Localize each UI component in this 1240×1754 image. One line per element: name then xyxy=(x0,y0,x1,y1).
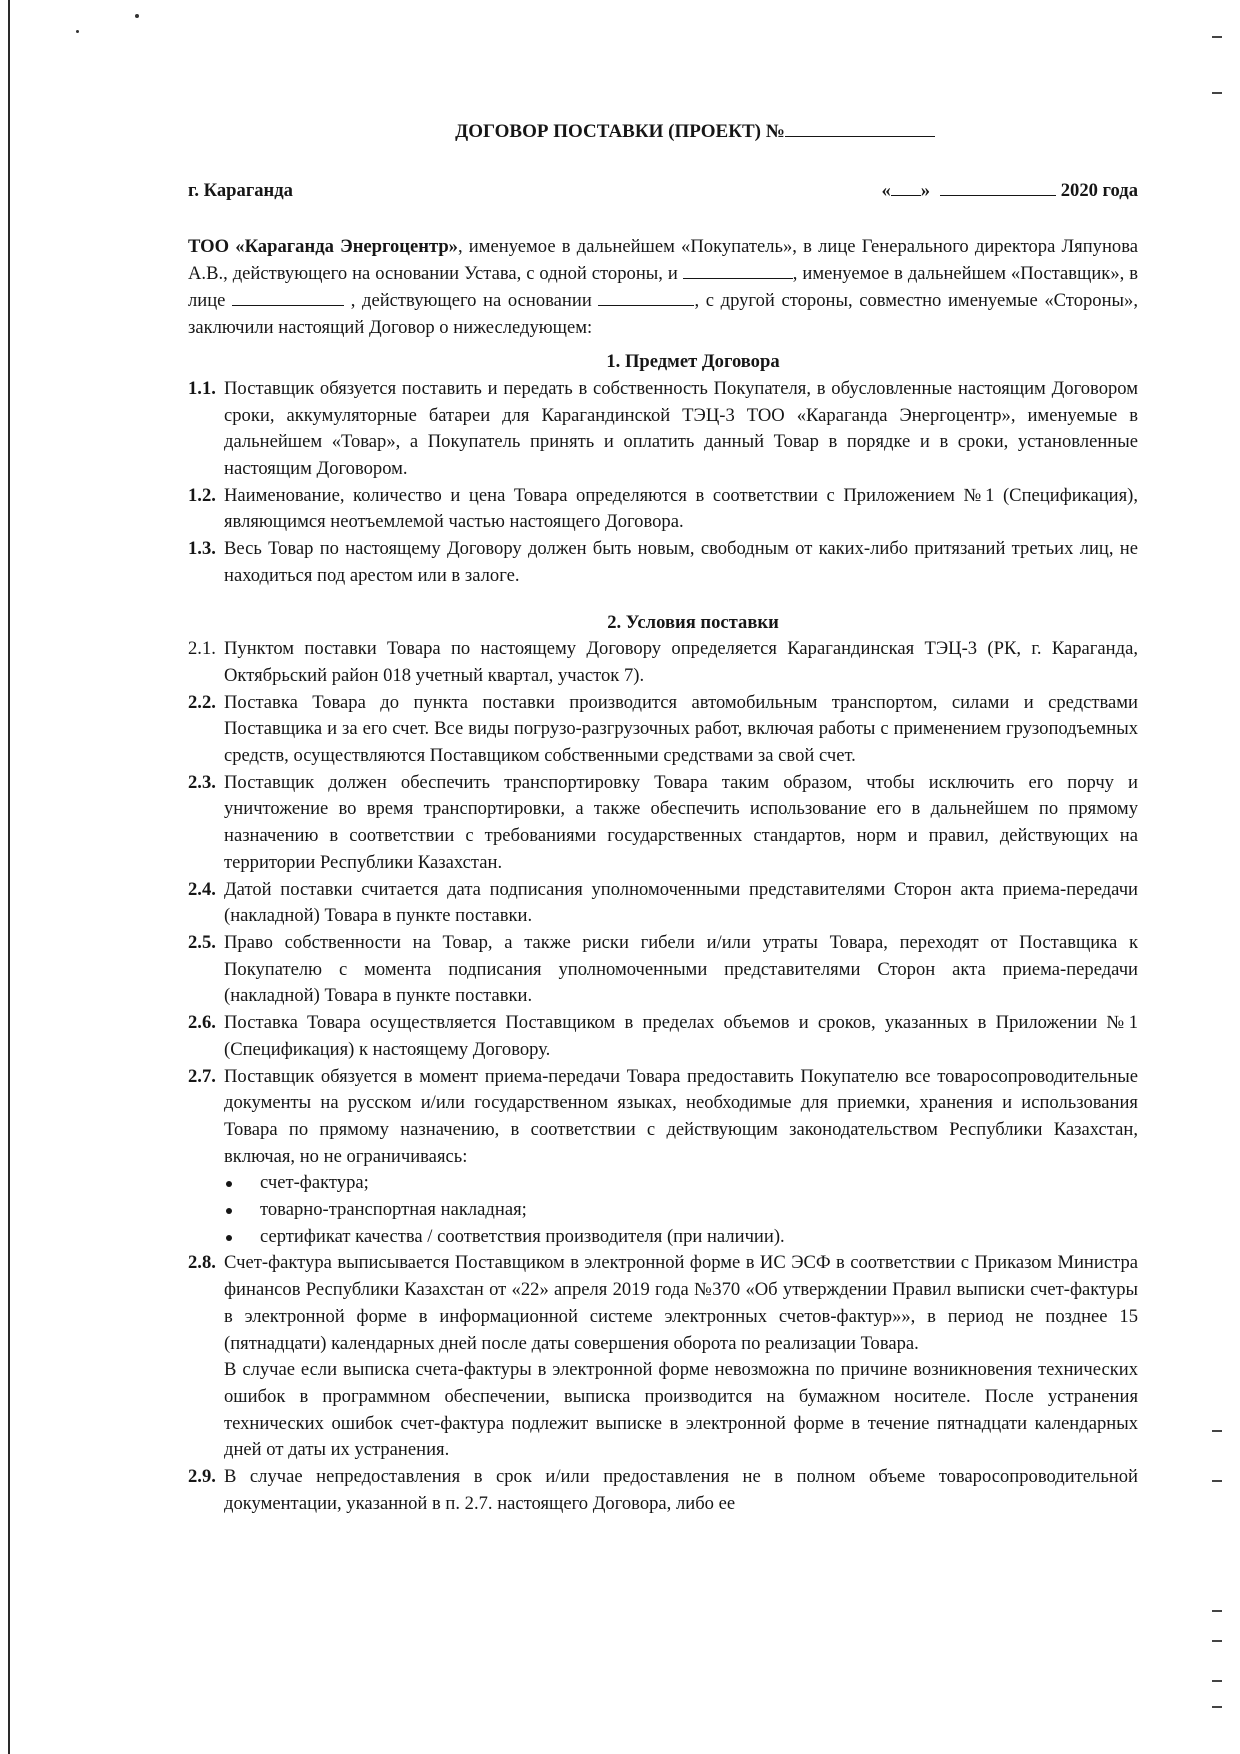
clause-text: Датой поставки считается дата подписания уполномоченными представителями Сторон акта приема-передачи (накладной) Товара в пункте поставки. xyxy=(224,878,1138,927)
list-item: сертификат качества / соответствия производителя (при наличии). xyxy=(224,1224,1138,1251)
clause-text: Наименование, количество и цена Товара определяются в соответствии с Приложением №1 (Спецификация), являющимся неотъемлемой частью настоящего Договора. xyxy=(224,484,1138,533)
clause-number: 1.2. xyxy=(188,484,216,506)
clause-number: 2.5. xyxy=(188,931,216,953)
clause-number: 2.1. xyxy=(188,638,216,660)
clause-text: Поставка Товара до пункта поставки производится автомобильным транспортом, силами и средствами Поставщика и за его счет. Все виды погрузо-разгрузочных работ, включая работы с применением грузоподъемных средств, осуществляются Поставщиком собственными средствами за свой счет. xyxy=(224,691,1138,767)
buyer-name: ТОО «Караганда Энергоцентр» xyxy=(188,236,458,258)
clause-text: В случае непредоставления в срок и/или предоставления не в полном объеме товаросопроводительной документации, указанной в п. 2.7. настоящего Договора, либо ее xyxy=(224,1466,1138,1514)
preamble-text-3: , действующего на основании xyxy=(350,289,592,311)
clause-2-7 xyxy=(188,1064,1138,1171)
clause-text: Право собственности на Товар, а также риски гибели и/или утраты Товара, переходят от Поставщика к Покупателю с момента подписания уполномоченными представителями Сторон акта приема-передачи (накладной) Товара в пункте поставки. xyxy=(224,931,1138,1007)
scan-mark xyxy=(1212,1480,1222,1482)
supplier-name-blank xyxy=(683,262,793,279)
preamble-text-4: , с другой стороны, совместно именуемые «Стороны», заключили настоящий Договор о нижеследующем: xyxy=(188,289,1138,338)
clause-2-4 xyxy=(188,877,1138,930)
place-date-row xyxy=(188,178,1138,205)
clause-text: Пунктом поставки Товара по настоящему Договору определяется Карагандинская ТЭЦ-3 (РК, г. Караганда, Октябрьский район 018 учетный квартал, участок 7). xyxy=(224,638,1138,686)
scan-mark xyxy=(1212,1610,1222,1612)
clause-text: Счет-фактура выписывается Поставщиком в электронной форме в ИС ЭСФ в соответствии с Приказом Министра финансов Республики Казахстан от «22» апреля 2019 года №370 «Об утверждении Правил выписки счет-фактуры в электронной форме в информационной системе электронных счетов-фактур»», в период не позднее 15 (пятнадцати) календарных дней после даты совершения оборота по реализации Товара. xyxy=(224,1252,1138,1354)
section-title: 1. Предмет Договора xyxy=(606,351,780,373)
clause-number: 1.3. xyxy=(188,538,216,560)
clause-number: 2.4. xyxy=(188,878,216,900)
supplier-rep-blank xyxy=(232,289,344,306)
scan-mark xyxy=(1212,1640,1222,1642)
scan-speck xyxy=(135,14,139,18)
clause-2-1 xyxy=(188,636,1138,689)
list-item: товарно-транспортная накладная; xyxy=(224,1197,1138,1224)
clause-number: 2.6. xyxy=(188,1012,216,1034)
clause-2-8 xyxy=(188,1250,1138,1357)
clause-number: 2.7. xyxy=(188,1065,216,1087)
scan-mark xyxy=(1212,1680,1222,1682)
date-open-quote: « xyxy=(881,179,891,201)
clause-number: 2.2. xyxy=(188,691,216,713)
scan-mark xyxy=(1212,1706,1222,1708)
basis-blank xyxy=(598,289,694,306)
date-year: 2020 года xyxy=(1060,179,1138,201)
date-close-quote: » xyxy=(920,179,931,201)
clause-1-3 xyxy=(188,536,1138,589)
documents-list xyxy=(188,1170,1138,1250)
clause-2-8-paragraph: В случае если выписка счета-фактуры в электронной форме невозможна по причине возникновения технических ошибок в программном обеспечении, выписка производится на бумажном носителе. После устранения технических ошибок счет-фактура подлежит выписке в электронной форме в течение пятнадцати календарных дней от даты их устранения. xyxy=(224,1359,1138,1461)
preamble-text-2: именуемое в дальнейшем «Поставщик», в лице xyxy=(188,263,1138,311)
spacer xyxy=(188,590,1138,604)
clause-number: 2.3. xyxy=(188,771,216,793)
contract-number-blank xyxy=(785,118,935,137)
day-blank xyxy=(891,179,921,196)
city: г. Караганда xyxy=(188,179,293,201)
clause-1-2 xyxy=(188,483,1138,536)
clause-2-3 xyxy=(188,770,1138,877)
clause-text: Поставка Товара осуществляется Поставщиком в пределах объемов и сроков, указанных в Приложении №1 (Спецификация) к настоящему Договору. xyxy=(224,1012,1138,1060)
list-item: счет-фактура; xyxy=(224,1170,1138,1197)
clause-number: 2.8. xyxy=(188,1252,216,1274)
clause-text: Поставщик обязуется в момент приема-передачи Товара предоставить Покупателю все товаросопроводительные документы на русском и/или государственном языках, необходимые для приемки, хранения и использования Товара по прямому назначению, в соответствии с действующим законодательством Республики Казахстан, включая, но не ограничиваясь: xyxy=(224,1065,1138,1167)
clause-number: 2.9. xyxy=(188,1466,216,1488)
document-title xyxy=(188,118,1138,146)
scan-mark xyxy=(1212,36,1222,38)
document-page xyxy=(188,118,1138,1517)
document-title-text: ДОГОВОР ПОСТАВКИ (ПРОЕКТ) № xyxy=(455,121,785,142)
section-title: 2. Условия поставки xyxy=(607,611,779,633)
clause-2-2 xyxy=(188,690,1138,770)
clause-text: Поставщик обязуется поставить и передать в собственность Покупателя, в обусловленные настоящим Договором сроки, аккумуляторные батареи для Карагандинской ТЭЦ-3 ТОО «Караганда Энергоцентр», именуемые в дальнейшем «Товар», а Покупатель принять и оплатить данный Товар в порядке и в сроки, установленные настоящим Договором. xyxy=(224,377,1138,480)
scan-speck xyxy=(76,30,79,33)
scan-mark xyxy=(1212,1430,1222,1432)
clause-text: Весь Товар по настоящему Договору должен быть новым, свободным от каких-либо притязаний третьих лиц, не находиться под арестом или в залоге. xyxy=(224,538,1138,586)
clause-number: 1.1. xyxy=(188,377,216,399)
scan-edge xyxy=(8,0,10,1754)
preamble-comma: , xyxy=(792,263,798,285)
month-blank xyxy=(940,179,1056,196)
contract-date xyxy=(881,178,1138,205)
clause-1-1 xyxy=(188,376,1138,483)
clause-text: Поставщик должен обеспечить транспортировку Товара таким образом, чтобы исключить его порчу и уничтожение во время транспортировки, а также обеспечить использование его в дальнейшем по прямому назначению в соответствии с требованиями государственных стандартов, норм и правил, действующих на территории Республики Казахстан. xyxy=(224,771,1138,873)
clause-2-9 xyxy=(188,1464,1138,1517)
clause-2-6 xyxy=(188,1010,1138,1063)
preamble xyxy=(188,234,1138,341)
scan-mark xyxy=(1212,92,1222,94)
preamble-text-1: , именуемое в дальнейшем «Покупатель», в лице Генерального директора Ляпунова А.В., действующего на основании Устава, с одной стороны, и xyxy=(188,236,1138,285)
clause-2-5 xyxy=(188,930,1138,1010)
